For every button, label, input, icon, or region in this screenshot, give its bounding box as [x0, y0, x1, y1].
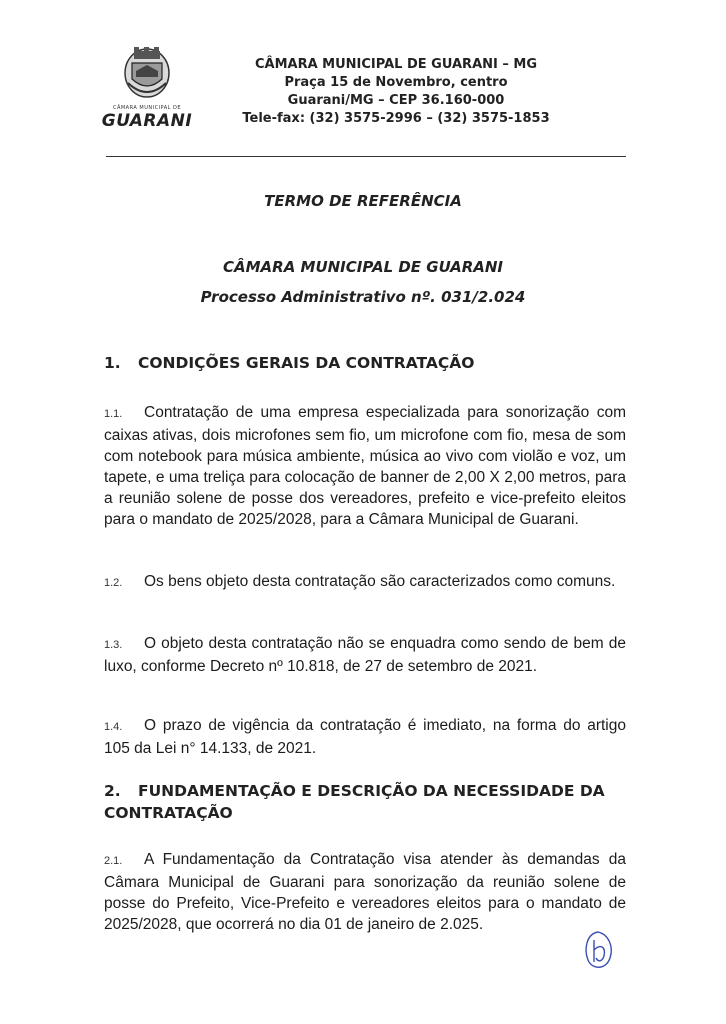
paragraph-2-1 [104, 849, 626, 935]
paragraph-number: 2.1. [104, 855, 123, 867]
municipal-logo [98, 45, 196, 131]
paragraph-text: O prazo de vigência da contratação é imediato, na forma do artigo 105 da Lei n° 14.133, de 2021. [104, 717, 626, 757]
process-number: Processo Administrativo nº. 031/2.024 [200, 288, 526, 306]
section-2-title: FUNDAMENTAÇÃO E DESCRIÇÃO DA NECESSIDADE DA CONTRATAÇÃO [104, 782, 605, 822]
header-institution: CÂMARA MUNICIPAL DE GUARANI – MG [254, 57, 538, 72]
paragraph-text: Os bens objeto desta contratação são caracterizados como comuns. [144, 573, 616, 590]
header-phone: Tele-fax: (32) 3575-2996 – (32) 3575-1853 [242, 111, 550, 126]
paragraph-1-2 [104, 571, 626, 594]
section-1-heading [104, 352, 624, 374]
paragraph-number: 1.4. [104, 721, 123, 733]
section-2-number: 2. [104, 782, 121, 800]
header-address: Praça 15 de Novembro, centro [284, 75, 508, 90]
section-1-number: 1. [104, 354, 121, 372]
section-1-title: CONDIÇÕES GERAIS DA CONTRATAÇÃO [138, 354, 475, 372]
paragraph-number: 1.3. [104, 639, 123, 651]
paragraph-1-3 [104, 633, 626, 677]
document-title: TERMO DE REFERÊNCIA [264, 192, 462, 210]
paragraph-number: 1.2. [104, 577, 123, 589]
paragraph-1-4 [104, 715, 626, 759]
paragraph-1-1 [104, 402, 626, 530]
letterhead [236, 56, 556, 128]
logo-name: GUARANI [101, 111, 193, 131]
section-2-heading [104, 780, 624, 824]
header-city-cep: Guarani/MG – CEP 36.160-000 [287, 93, 505, 108]
initials-signature-icon [580, 928, 616, 972]
paragraph-number: 1.1. [104, 408, 123, 420]
paragraph-text: Contratação de uma empresa especializada para sonorização com caixas ativas, dois microfones sem fio, um microfone com fio, mesa de som com notebook para música ambiente, música ao vivo com violão e voz, um tapete, e uma treliça para colocação de banner de 2,00 X 2,00 metros, para a reunião solene de posse dos vereadores, prefeito e vice-prefeito eleitos para o mandato de 2025/2028, para a Câmara Municipal de Guarani. [104, 404, 626, 528]
header-divider [106, 156, 626, 157]
logo-caption: CÂMARA MUNICIPAL DE [112, 105, 182, 111]
document-subtitle: CÂMARA MUNICIPAL DE GUARANI [222, 258, 503, 276]
coat-of-arms-icon [120, 45, 174, 103]
paragraph-text: A Fundamentação da Contratação visa atender às demandas da Câmara Municipal de Guarani para sonorização da reunião solene de posse do Prefeito, Vice-Prefeito e vereadores eleitos para o mandato de 2025/2028, que ocorrerá no dia 01 de janeiro de 2.025. [104, 851, 626, 933]
paragraph-text: O objeto desta contratação não se enquadra como sendo de bem de luxo, conforme Decreto nº 10.818, de 27 de setembro de 2021. [104, 635, 626, 675]
